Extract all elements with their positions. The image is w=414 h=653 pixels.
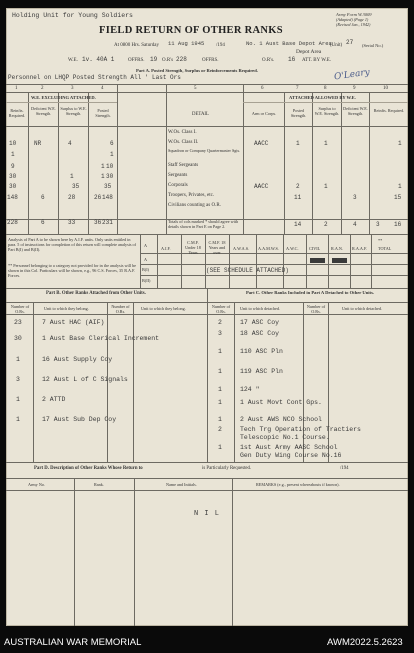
- cell: 6: [41, 194, 45, 201]
- head-arm: Arm or Corps.: [251, 111, 277, 116]
- part-c-unit: 1 Aust Movt Cont Gps.: [240, 399, 322, 406]
- analysis-head: R.A.A.F.: [352, 246, 368, 251]
- part-b-unit: 2 ATTD: [42, 396, 66, 403]
- col-num-3: 3: [71, 86, 74, 91]
- cell: 2: [296, 183, 300, 190]
- personnel-typed: Personnel on LHQP Posted Strength All ' Last Ors: [8, 74, 181, 81]
- part-b-unit: 16 Aust Supply Coy: [42, 356, 113, 363]
- head-reinfts-right: Reinfts. Required.: [373, 108, 405, 113]
- detail-head: DETAIL: [192, 112, 209, 117]
- cell: 26: [94, 194, 102, 201]
- form-id: Army Form W.3009: [336, 12, 372, 17]
- part-b-head: Number of O.Rs.: [111, 304, 130, 314]
- analysis-row-label: B(I): [142, 267, 149, 272]
- analysis-head: TOTAL: [378, 246, 392, 251]
- total-cell: 36: [94, 219, 102, 226]
- cell: 1: [70, 173, 74, 180]
- analysis-note-2: ** Personnel belonging to a category not provided for in the analysis will be shown in this Col. Particulars will be shown, e.g., 96 C.S. Forces, 35 R.A.F. Forces.: [8, 263, 137, 278]
- part-d-nil: N I L: [194, 510, 221, 518]
- part-d-year: /194: [340, 466, 349, 471]
- detail-row: Sergeants: [168, 173, 188, 178]
- cell: AACC: [254, 140, 269, 147]
- part-c-count: 1: [218, 399, 222, 406]
- part-c-unit: 17 ASC Coy: [240, 319, 280, 326]
- cell: 1: [324, 183, 328, 190]
- detail-row: Troopers, Privates, etc.: [168, 193, 215, 198]
- part-d-title-2: is Particularly Requested.: [202, 466, 252, 471]
- analysis-head: A.W.A.S.: [233, 246, 250, 251]
- cell: 1: [296, 140, 300, 147]
- part-c-unit: 2 Aust AWS NCO School: [240, 416, 322, 423]
- analysis-note: Analysis of Part A to be shown here by A.I.F. units. Only units entitled in para. 5 of instructions for completion of this return will complete analysis of Part B(I) and B(II).: [8, 237, 137, 252]
- part-c-head: Number of O.Rs.: [306, 304, 326, 314]
- col-num-4: 4: [101, 86, 104, 91]
- form-id-2: (Adapted) (Page 1): [336, 17, 369, 22]
- cell: 30: [9, 183, 17, 190]
- col-num-2: 2: [41, 86, 44, 91]
- analysis-row-label: B(II): [142, 278, 151, 283]
- col-num-10: 10: [383, 86, 388, 91]
- cell: 28: [68, 194, 76, 201]
- part-c-count: 1: [218, 416, 222, 423]
- stamp-typed: No. 1 Aust Base Depot Area: [246, 40, 332, 47]
- cell: 10: [106, 163, 114, 170]
- offrs-label: OFFRS.: [128, 58, 145, 63]
- cell: 1: [324, 140, 328, 147]
- footer-credit: AUSTRALIAN WAR MEMORIAL: [4, 637, 142, 648]
- total-cell: 4: [353, 221, 357, 228]
- total-cell: 14: [294, 221, 302, 228]
- part-b-count: 3: [16, 376, 20, 383]
- part-b-count: 1: [16, 356, 20, 363]
- cell: 15: [394, 194, 402, 201]
- part-c-count: 2: [218, 319, 222, 326]
- cell: 35: [104, 183, 112, 190]
- col-num-8: 8: [324, 86, 327, 91]
- part-c-title: Part C. Other Ranks Included in Part A Detached to Other Units.: [245, 290, 375, 295]
- cell: AACC: [254, 183, 269, 190]
- date-year: /194: [216, 43, 225, 48]
- analysis-head: C.M.F. 18 Years and over: [208, 240, 226, 255]
- part-c-count: 3: [218, 330, 222, 337]
- cell: 1: [11, 151, 15, 158]
- serial-typed: 27: [346, 39, 354, 46]
- part-c-unit: Tech Trg Operation of Tractiers: [240, 426, 361, 433]
- part-d-title: Part D. Description of Other Ranks Whose Return to: [34, 466, 143, 471]
- part-b-head: Unit to which they belong.: [44, 306, 89, 311]
- part-c-unit: 18 ASC Coy: [240, 330, 280, 337]
- col-num-6: 6: [261, 86, 264, 91]
- depot-area: Depot Area: [296, 49, 322, 55]
- cell: 1: [101, 163, 105, 170]
- part-c-head: Unit to which detached.: [240, 306, 281, 311]
- part-b-count: 23: [14, 319, 22, 326]
- cell: 30: [9, 173, 17, 180]
- part-b-unit: 7 Aust HAC (AIF): [42, 319, 105, 326]
- analysis-row-label: A: [144, 257, 148, 262]
- part-c-count: 1: [218, 368, 222, 375]
- head-posted-right: Posted Strength.: [290, 108, 307, 118]
- ors-label: O.R's: [162, 58, 174, 63]
- part-c-unit: Telescopic No.1 Course.: [240, 434, 330, 441]
- detail-row: W.Os. Class II.: [168, 140, 199, 145]
- form-id-3: (Revised Jan., 1942): [336, 22, 371, 27]
- part-b-head: Number of O.Rs.: [10, 304, 30, 314]
- ors-value: 228: [176, 56, 187, 63]
- total-cell: 3: [376, 221, 380, 228]
- total-cell: 6: [41, 219, 45, 226]
- detail-row: W.Os. Class I.: [168, 130, 197, 135]
- total-cell: 16: [394, 221, 402, 228]
- offrs-value: 19: [150, 56, 158, 63]
- total-cell: 33: [68, 219, 76, 226]
- serial-label: (Serial No.): [362, 43, 384, 48]
- cell: 1: [110, 151, 114, 158]
- cell: 6: [110, 140, 114, 147]
- part-b-title: Part B. Other Ranks Attached from Other Units.: [46, 291, 146, 296]
- detail-row: Squadron or Company Quartermaster Sgts.: [168, 148, 241, 153]
- cell: NR: [34, 140, 42, 147]
- att-label: ATT. BY W.E.: [302, 58, 332, 63]
- we-label: W.E.: [68, 58, 78, 63]
- cell: 3: [353, 194, 357, 201]
- cell: 1: [101, 173, 105, 180]
- form-sheet: [6, 8, 408, 626]
- we-excluding-head: W.E. EXCLUDING ATTACHED.: [31, 95, 96, 100]
- part-c-head: Unit to which detached.: [342, 306, 383, 311]
- cell: 35: [72, 183, 80, 190]
- cell: 11: [294, 194, 302, 201]
- att-value: 16: [288, 56, 296, 63]
- part-d-head: Name and Initials.: [166, 482, 197, 487]
- part-b-count: 30: [14, 335, 22, 342]
- detail-row: Staff Sergeants: [168, 163, 199, 168]
- part-d-head: Rank.: [94, 482, 104, 487]
- total-cell: 2: [324, 221, 328, 228]
- offrs2-label: OFFRS.: [202, 58, 219, 63]
- part-b-head: Unit to which they belong.: [141, 306, 186, 311]
- footer-id: AWM2022.5.2623: [327, 637, 403, 648]
- part-b-count: 1: [16, 416, 20, 423]
- part-c-head: Number of O.Rs.: [211, 304, 231, 314]
- part-c-count: 2: [218, 426, 222, 433]
- part-d-head: Army No.: [28, 482, 45, 487]
- total-cell: 228: [7, 219, 18, 226]
- part-b-unit: 1 Aust Base Clerical Increment: [42, 335, 160, 342]
- analysis-head: A.W.C.: [286, 246, 299, 251]
- head-posted-left: Posted Strength.: [95, 108, 111, 118]
- col-num-9: 9: [353, 86, 356, 91]
- col-num-1: 1: [15, 86, 18, 91]
- analysis-row-label: A: [144, 243, 148, 248]
- dated-line: At 0800 Hrs. Saturday: [114, 43, 159, 48]
- ors2-label: O.R's.: [262, 58, 275, 63]
- signature: O'Leary: [333, 67, 371, 83]
- part-c-count: 1: [218, 386, 222, 393]
- unit-label: (Unit): [330, 43, 343, 48]
- analysis-head: CIVIL: [309, 246, 321, 251]
- attached-allowed-head: ATTACHED ALLOWED BY W.E.: [289, 95, 356, 100]
- head-reinfts-left: Reinfts. Required.: [8, 108, 26, 118]
- schedule-attached: (SEE SCHEDULE ATTACHED): [206, 267, 289, 274]
- redaction-block: [332, 258, 347, 263]
- part-c-unit: Gen Duty Wing Course No.16: [240, 452, 342, 459]
- analysis-head: **: [378, 238, 383, 243]
- head-surplus-right: Surplus to W.E. Strength.: [314, 106, 340, 116]
- detail-row: Totals of cols marked * should agree with details shown in Part E on Page 2.: [168, 219, 239, 229]
- head-deficient-left: Deficient W.E. Strength.: [31, 106, 56, 116]
- date-typed: 11 Aug 1945: [168, 40, 205, 47]
- col-num-7: 7: [296, 86, 299, 91]
- head-deficient-right: Deficient W.E. Strength.: [343, 106, 368, 116]
- detail-row: Civilians counting as O.R.: [168, 203, 221, 208]
- footer: [0, 632, 414, 653]
- part-b-count: 1: [16, 396, 20, 403]
- cell: 148: [7, 194, 18, 201]
- cell: 1: [398, 140, 402, 147]
- detail-row: Corporals: [168, 183, 188, 188]
- part-c-unit: 124 ": [240, 386, 260, 393]
- cell: 4: [68, 140, 72, 147]
- part-c-unit: 110 ASC Pln: [240, 348, 283, 355]
- head-surplus-left: Surplus to W.E. Strength.: [60, 106, 87, 116]
- part-d-head: REMARKS (e.g., present whereabouts if known).: [256, 482, 340, 487]
- total-cell: 231: [102, 219, 113, 226]
- analysis-head: A.A.M.W.S.: [258, 246, 279, 251]
- part-c-count: 1: [218, 348, 222, 355]
- analysis-head: C.M.F. Under 18 Years: [185, 240, 201, 255]
- form-title: FIELD RETURN OF OTHER RANKS: [99, 25, 283, 36]
- we-value: 1v. 40A 1: [82, 56, 115, 63]
- cell: 9: [11, 163, 15, 170]
- part-c-unit: 119 ASC Pln: [240, 368, 283, 375]
- part-c-unit: 1st Aust Army AASC School: [240, 444, 338, 451]
- cell: 1: [398, 183, 402, 190]
- part-b-unit: 17 Aust Sub Dep Coy: [42, 416, 117, 423]
- cell: 10: [9, 140, 17, 147]
- analysis-head: A.I.F.: [161, 246, 171, 251]
- cell: 148: [102, 194, 113, 201]
- cell: 30: [106, 173, 114, 180]
- analysis-head: R.A.N.: [331, 246, 343, 251]
- part-b-unit: 12 Aust L of C Signals: [42, 376, 128, 383]
- part-c-count: 1: [218, 444, 222, 451]
- typed-unit: Holding Unit for Young Soldiers: [12, 12, 133, 19]
- redaction-block: [310, 258, 325, 263]
- part-a-title: Part A. Posted Strength, Surplus or Reinforcements Required.: [136, 68, 258, 73]
- col-num-5: 5: [194, 86, 197, 91]
